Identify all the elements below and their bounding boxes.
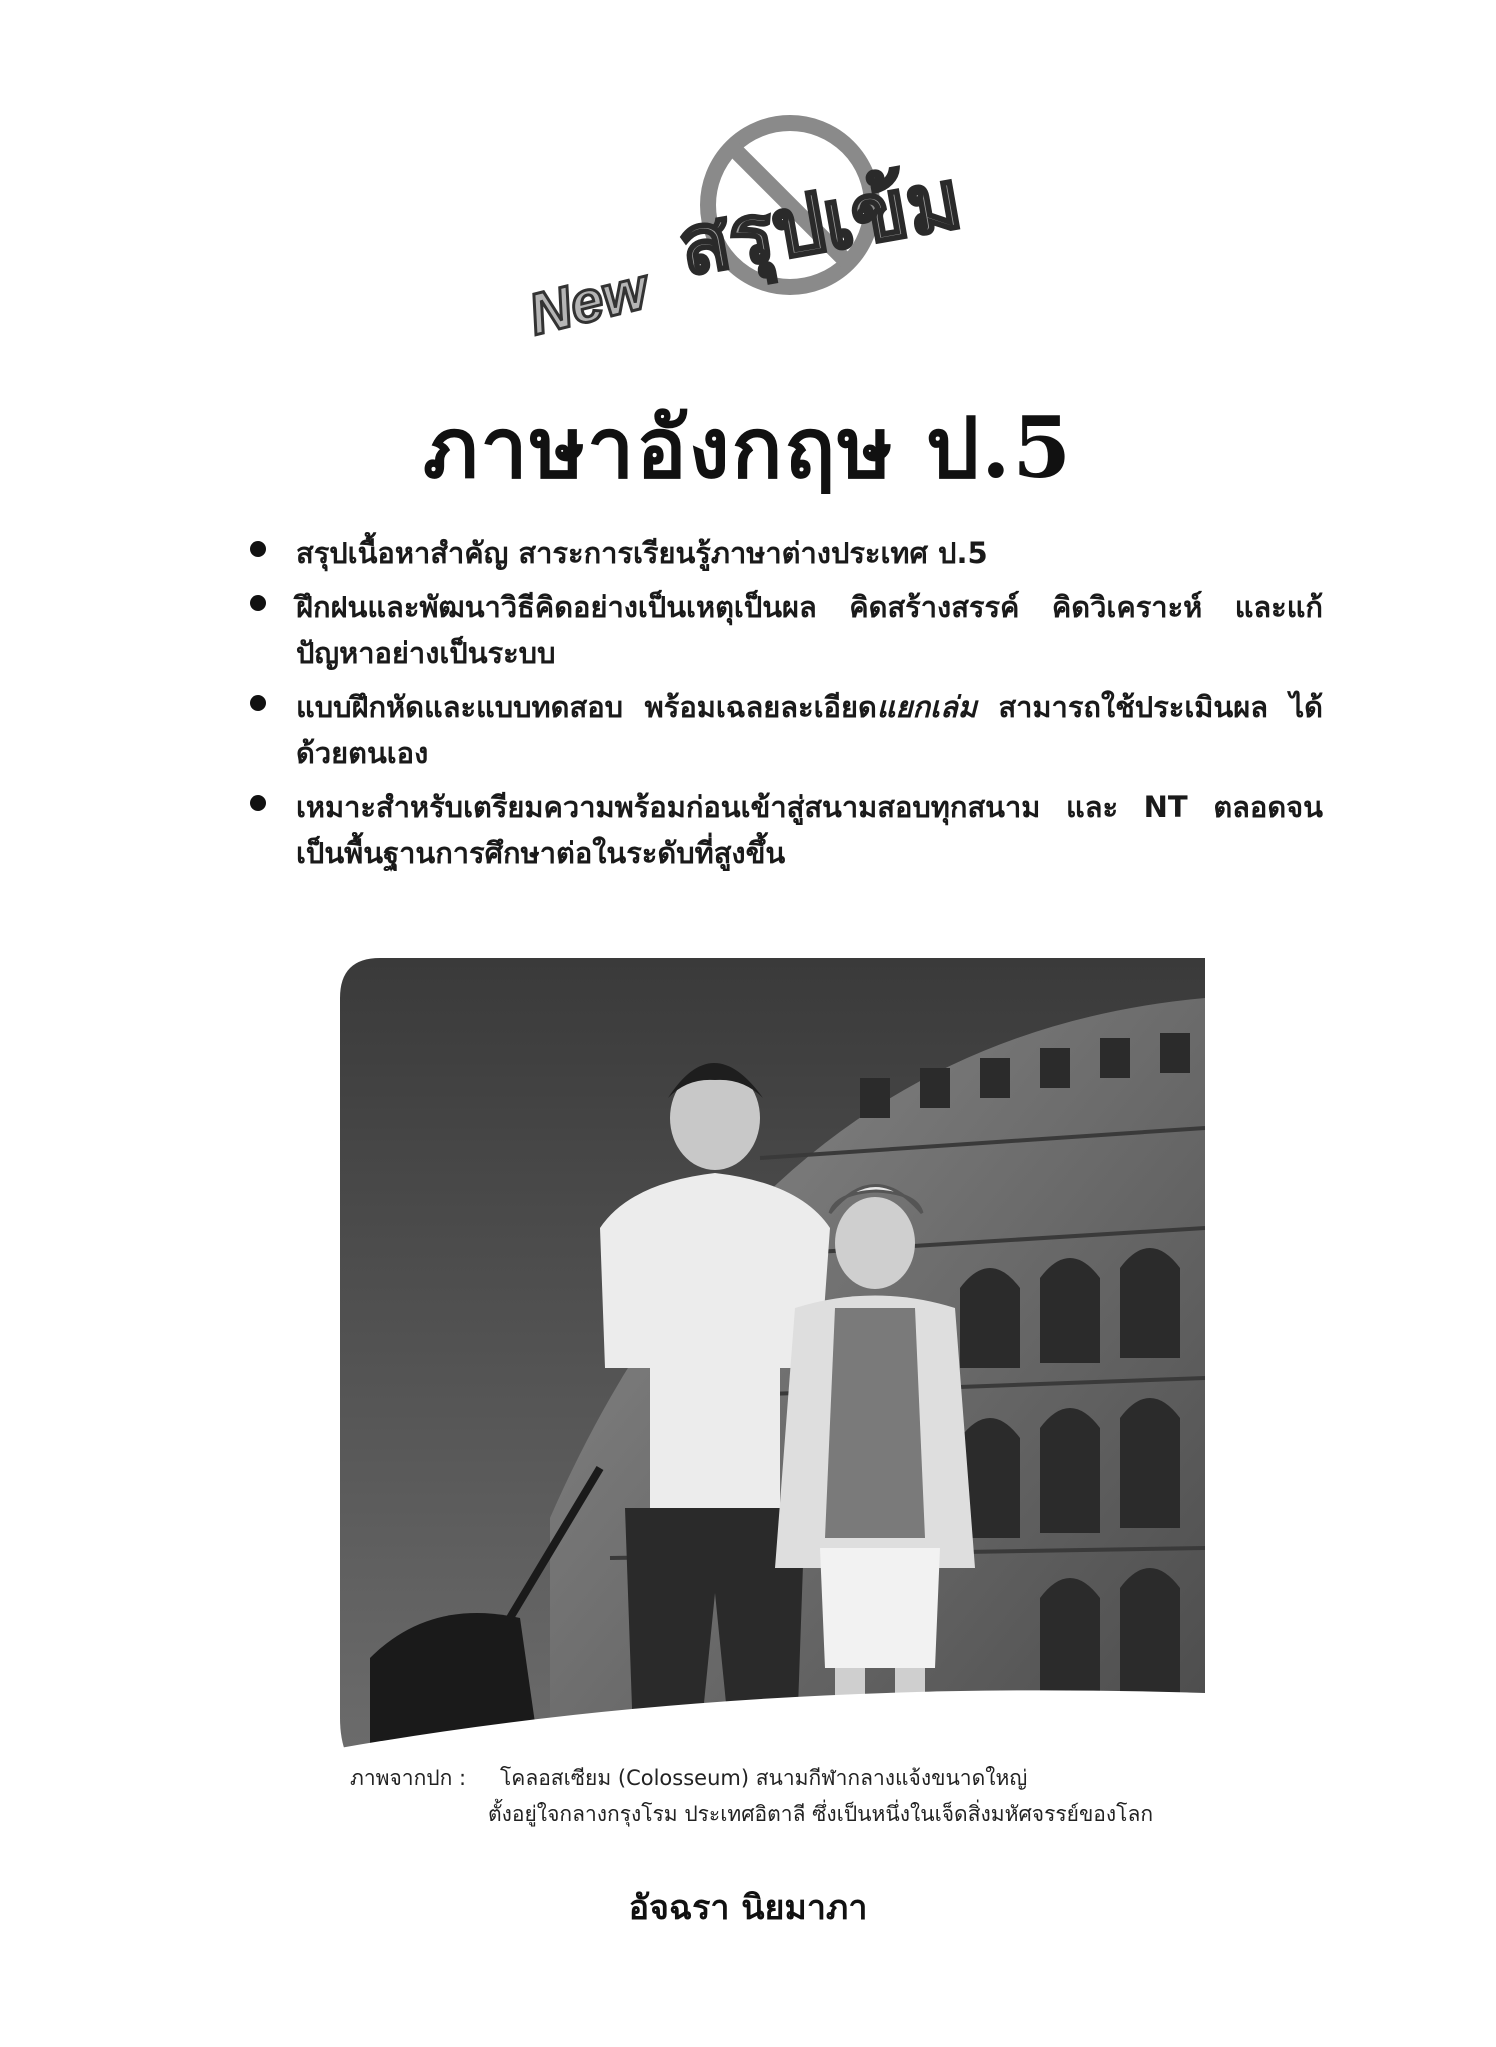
bullet-dot-icon bbox=[250, 795, 266, 811]
feature-list bbox=[248, 530, 1323, 884]
caption-line-1 bbox=[350, 1760, 1250, 1796]
feature-text: สรุปเนื้อหาสำคัญ สาระการเรียนรู้ภาษาต่างประเทศ ป.5 bbox=[296, 536, 988, 570]
feature-text: เหมาะสำหรับเตรียมความพร้อมก่อนเข้าสู่สนามสอบทุกสนาม และ NT ตลอดจน เป็นพื้นฐานการศึกษาต่อในระดับที่สูงขึ้น bbox=[296, 790, 1323, 870]
feature-text-italic: แยกเล่ม bbox=[876, 690, 977, 724]
cover-photo bbox=[340, 958, 1205, 1793]
feature-item bbox=[248, 584, 1323, 676]
bullet-dot-icon bbox=[250, 541, 266, 557]
feature-item bbox=[248, 530, 1323, 576]
feature-item bbox=[248, 684, 1323, 776]
feature-text: แบบฝึกหัดและแบบทดสอบ พร้อมเฉลยละเอียด bbox=[296, 690, 877, 724]
logo-new-text: New bbox=[522, 255, 654, 348]
feature-text: สามารถใช้ประเมินผล ได้ด้วยตนเอง bbox=[296, 690, 1324, 770]
logo-main-text: สรุปเข้ม bbox=[671, 151, 969, 295]
caption-line-2: ตั้งอยู่ใจกลางกรุงโรม ประเทศอิตาลี ซึ่งเป็นหนึ่งในเจ็ดสิ่งมหัศจรรย์ของโลก bbox=[488, 1802, 1154, 1826]
bullet-dot-icon bbox=[250, 595, 266, 611]
book-title: ภาษาอังกฤษ ป.5 bbox=[423, 398, 1073, 497]
cover-photo-illustration bbox=[340, 958, 1205, 1793]
cover-caption bbox=[350, 1760, 1250, 1832]
caption-text: โคลอสเซียม (Colosseum) สนามกีฬากลางแจ้งขนาดใหญ่ bbox=[500, 1766, 1028, 1790]
feature-text: ฝึกฝนและพัฒนาวิธีคิดอย่างเป็นเหตุเป็นผล คิดสร้างสรรค์ คิดวิเคราะห์ และแก้ปัญหาอย่างเป็นระบบ bbox=[296, 590, 1323, 670]
feature-item bbox=[248, 784, 1323, 876]
bullet-dot-icon bbox=[250, 695, 266, 711]
series-logo bbox=[515, 100, 995, 370]
series-logo-graphic bbox=[515, 100, 995, 370]
author-name: อัจฉรา นิยมาภา bbox=[628, 1888, 868, 1928]
caption-label: ภาพจากปก : bbox=[350, 1766, 467, 1790]
